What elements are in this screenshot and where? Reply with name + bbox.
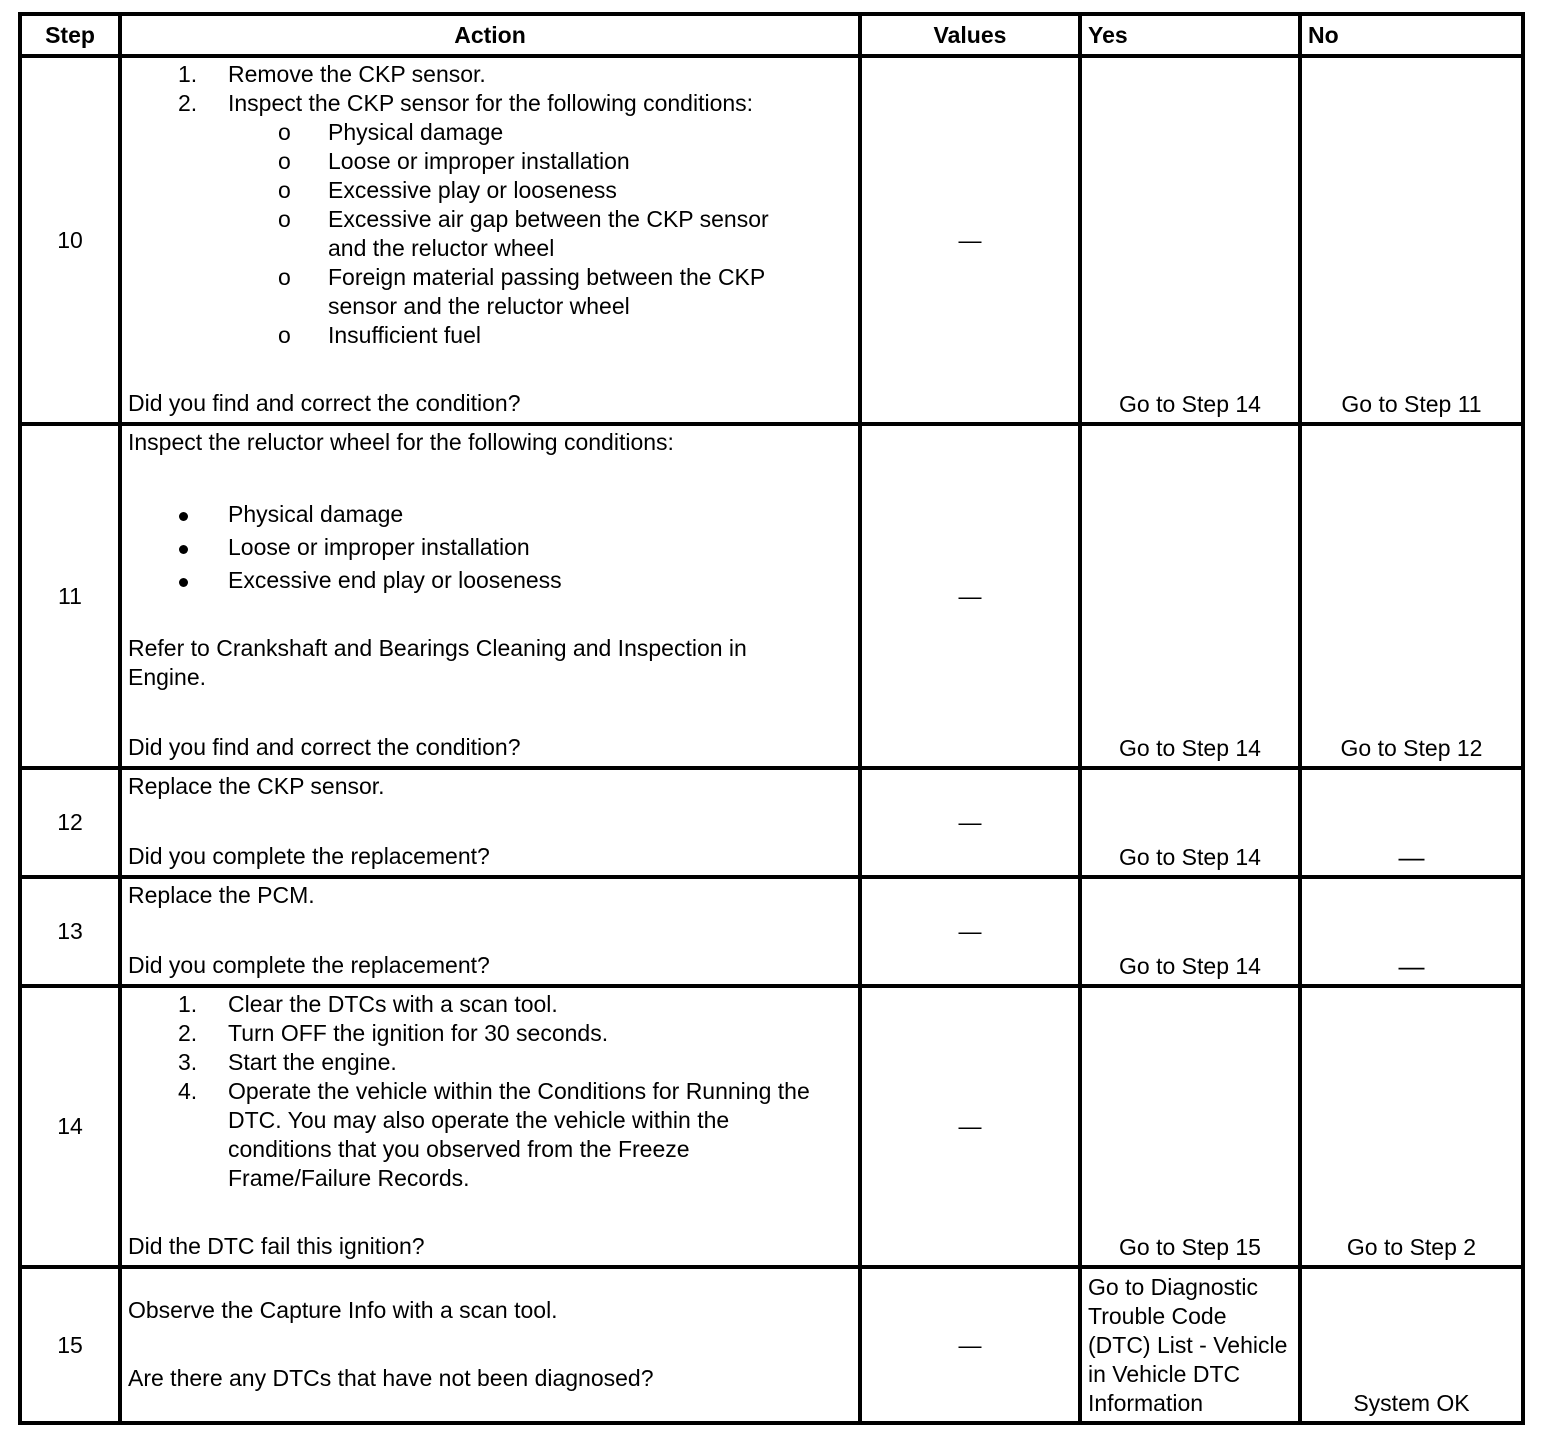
yes-link[interactable]: Go to Diagnostic Trouble Code (DTC) List - Vehicle in Vehicle DTC Information [1080, 1267, 1300, 1423]
question-text: Did you find and correct the condition? [128, 734, 521, 760]
table-row [20, 56, 1523, 424]
list-item: 2. Turn OFF the ignition for 30 seconds. [178, 1020, 609, 1046]
numbered-list [128, 60, 852, 350]
list-item: o Loose or improper installation [278, 148, 630, 174]
step-number: 11 [20, 424, 120, 768]
yes-link[interactable]: Go to Step 14 [1080, 768, 1300, 877]
yes-link[interactable]: Go to Step 14 [1080, 56, 1300, 424]
no-value: — [1300, 768, 1523, 877]
step-number: 10 [20, 56, 120, 424]
question-text: Did you find and correct the condition? [128, 390, 521, 416]
action-cell [120, 1267, 860, 1423]
intro-text: Inspect the reluctor wheel for the following conditions: [128, 429, 674, 455]
table-row [20, 1267, 1523, 1423]
list-item: o Excessive play or looseness [278, 177, 617, 203]
value-cell: — [860, 986, 1080, 1267]
value-cell: — [860, 768, 1080, 877]
instruction-text: Observe the Capture Info with a scan tool. [128, 1297, 558, 1323]
list-item: o Foreign material passing between the CKP sensor and the reluctor wheel [278, 264, 765, 319]
list-item: o Excessive air gap between the CKP sensor and the reluctor wheel [278, 206, 769, 261]
action-cell [120, 56, 860, 424]
list-item: 2. Inspect the CKP sensor for the following conditions: o Physical damage o Loose or improper installation o Excessive play or looseness o Excessive air gap between the CKP sensor and the reluctor wheel o Foreign material passing between the CKP sensor and the reluctor wheel o Insufficient fuel [128, 89, 852, 350]
action-cell [120, 768, 860, 877]
list-item: 3. Start the engine. [178, 1049, 397, 1075]
instruction-text: Replace the PCM. [128, 882, 315, 908]
bullet-list [128, 500, 852, 599]
header-step: Step [20, 14, 120, 56]
diagnostic-table [18, 12, 1525, 1425]
question-text: Are there any DTCs that have not been diagnosed? [128, 1365, 654, 1391]
step-number: 12 [20, 768, 120, 877]
list-item: o Insufficient fuel [278, 322, 482, 348]
table-row [20, 877, 1523, 986]
step-number: 15 [20, 1267, 120, 1423]
header-action: Action [120, 14, 860, 56]
question-text: Did you complete the replacement? [128, 843, 490, 869]
list-item: Loose or improper installation [128, 533, 852, 566]
table-row [20, 986, 1523, 1267]
no-link[interactable]: Go to Step 2 [1300, 986, 1523, 1267]
action-cell [120, 877, 860, 986]
list-item: Physical damage [128, 500, 852, 533]
action-cell [120, 424, 860, 768]
reference-note: Refer to Crankshaft and Bearings Cleaning and Inspection in Engine. [128, 635, 747, 690]
value-cell: — [860, 56, 1080, 424]
table-row [20, 424, 1523, 768]
no-link[interactable]: Go to Step 11 [1300, 56, 1523, 424]
step-number: 14 [20, 986, 120, 1267]
value-cell: — [860, 424, 1080, 768]
table-row [20, 768, 1523, 877]
value-cell: — [860, 1267, 1080, 1423]
list-item: 4. Operate the vehicle within the Conditions for Running the DTC. You may also operate the vehicle within the conditions that you observed from the Freeze Frame/Failure Records. [178, 1078, 810, 1191]
numbered-list [128, 990, 852, 1193]
instruction-text: Replace the CKP sensor. [128, 773, 385, 799]
list-item: 1. Clear the DTCs with a scan tool. [178, 991, 558, 1017]
yes-link[interactable]: Go to Step 15 [1080, 986, 1300, 1267]
question-text: Did you complete the replacement? [128, 952, 490, 978]
yes-link[interactable]: Go to Step 14 [1080, 877, 1300, 986]
value-cell: — [860, 877, 1080, 986]
header-values: Values [860, 14, 1080, 56]
sub-list [128, 118, 852, 350]
question-text: Did the DTC fail this ignition? [128, 1233, 425, 1259]
no-result: System OK [1300, 1267, 1523, 1423]
no-value: — [1300, 877, 1523, 986]
list-item: 1. Remove the CKP sensor. [178, 61, 486, 87]
header-yes: Yes [1080, 14, 1300, 56]
step-number: 13 [20, 877, 120, 986]
action-cell [120, 986, 860, 1267]
no-link[interactable]: Go to Step 12 [1300, 424, 1523, 768]
list-item: Excessive end play or looseness [128, 566, 852, 599]
header-row [20, 14, 1523, 56]
header-no: No [1300, 14, 1523, 56]
list-item: o Physical damage [278, 119, 504, 145]
yes-link[interactable]: Go to Step 14 [1080, 424, 1300, 768]
